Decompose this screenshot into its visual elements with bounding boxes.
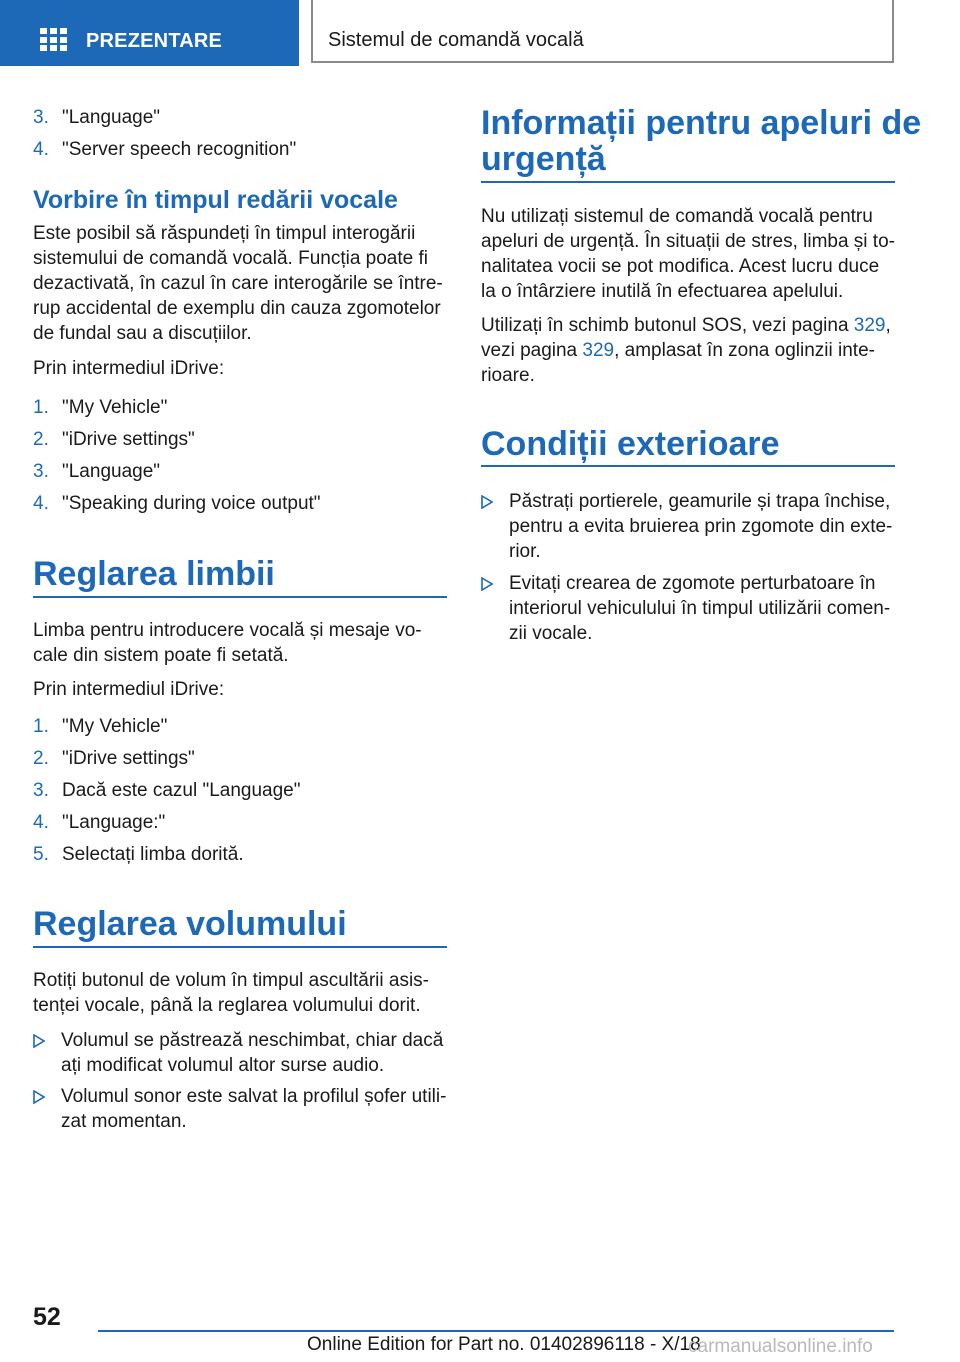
sos-paragraph <box>481 313 895 388</box>
via-idrive-text <box>33 677 447 702</box>
watermark: carmanualsonline.info <box>688 1336 873 1357</box>
volume-paragraph <box>33 968 447 1018</box>
list-number: 4. <box>33 812 49 833</box>
list-text: "Server speech recognition" <box>62 139 297 160</box>
text-line: Prin intermediul iDrive: <box>33 358 225 379</box>
list-text: "iDrive settings" <box>62 748 195 769</box>
chapter-title-box <box>311 0 894 63</box>
text-line: nalitatea vocii se pot modifica. Acest lucru duce <box>481 256 880 277</box>
text-line: Nu utilizați sistemul de comandă vocală pentru <box>481 206 873 227</box>
heading-rule <box>33 596 447 598</box>
exterior-heading: Condiții exterioare <box>481 425 780 463</box>
text-run: , <box>885 315 891 336</box>
list-text: "My Vehicle" <box>62 397 168 418</box>
text-line: cale din sistem poate fi setată. <box>33 645 289 666</box>
text-line: zat momentan. <box>61 1111 187 1132</box>
list-number: 3. <box>33 461 49 482</box>
section-tab-label: PREZENTARE <box>86 30 223 52</box>
list-number: 3. <box>33 780 49 801</box>
text-line: apeluri de urgență. În situații de stres, limba și to‐ <box>481 231 895 252</box>
text-run: vezi pagina <box>481 340 583 361</box>
edition-text: Online Edition for Part no. 01402896118 - X/18 <box>307 1334 701 1355</box>
footer-rule <box>98 1330 894 1332</box>
text-run: Utilizați în schimb butonul SOS, vezi pagina <box>481 315 854 336</box>
triangle-bullet-icon <box>33 1034 45 1048</box>
emergency-paragraph <box>481 204 895 304</box>
text-line: de fundal sau a discuțiilor. <box>33 323 252 344</box>
list-number: 3. <box>33 107 49 128</box>
speaking-paragraph <box>33 221 447 346</box>
list-number: 2. <box>33 429 49 450</box>
list-text: "Language:" <box>62 812 166 833</box>
language-paragraph <box>33 618 447 668</box>
list-number: 5. <box>33 844 49 865</box>
text-run: , amplasat în zona oglinzii inte‐ <box>614 340 875 361</box>
text-line: rior. <box>509 541 541 562</box>
volume-heading: Reglarea volumului <box>33 905 347 943</box>
section-tab[interactable] <box>0 0 299 66</box>
chapter-title: Sistemul de comandă vocală <box>328 29 584 51</box>
text-line: interiorul vehiculului în timpul utilizării comen‐ <box>509 598 891 619</box>
list-number: 4. <box>33 493 49 514</box>
text-line: Volumul sonor este salvat la profilul șofer utili‐ <box>61 1086 447 1107</box>
text-line: Prin intermediul iDrive: <box>33 679 225 700</box>
text-line: rioare. <box>481 365 535 386</box>
page-link[interactable]: 329 <box>582 340 615 361</box>
heading-rule <box>481 181 895 183</box>
list-text: "Language" <box>62 107 161 128</box>
list-text: Selectați limba dorită. <box>62 844 244 865</box>
text-line: Volumul se păstrează neschimbat, chiar dacă <box>61 1030 444 1051</box>
text-line: sistemului de comandă vocală. Funcția poate fi <box>33 248 428 269</box>
list-text: "Language" <box>62 461 161 482</box>
list-text: Dacă este cazul "Language" <box>62 780 301 801</box>
list-number: 1. <box>33 397 49 418</box>
text-line: Evitați crearea de zgomote perturbatoare în <box>509 573 876 594</box>
triangle-bullet-icon <box>481 577 493 591</box>
list-text: "My Vehicle" <box>62 716 168 737</box>
text-line: tenței vocale, până la reglarea volumului dorit. <box>33 995 421 1016</box>
text-line: pentru a evita bruierea prin zgomote din exte‐ <box>509 516 893 537</box>
grid-menu-icon <box>40 28 67 51</box>
text-line: Rotiți butonul de volum în timpul ascultării asis‐ <box>33 970 430 991</box>
heading-rule <box>481 465 895 467</box>
list-number: 1. <box>33 716 49 737</box>
page-link[interactable]: 329 <box>853 315 886 336</box>
text-line: Păstrați portierele, geamurile și trapa închise, <box>509 491 891 512</box>
text-line: Este posibil să răspundeți în timpul interogării <box>33 223 416 244</box>
text-line: ați modificat volumul altor surse audio. <box>61 1055 385 1076</box>
list-number: 2. <box>33 748 49 769</box>
list-text: "iDrive settings" <box>62 429 195 450</box>
text-line: rup accidental de exemplu din cauza zgomotelor <box>33 298 441 319</box>
language-heading: Reglarea limbii <box>33 555 275 593</box>
page-header <box>0 0 960 66</box>
list-text: "Speaking during voice output" <box>62 493 321 514</box>
speaking-heading: Vorbire în timpul redării vocale <box>33 186 398 214</box>
list-number: 4. <box>33 139 49 160</box>
via-idrive-text <box>33 356 447 381</box>
text-line: dezactivată, în cazul în care interogările se între‐ <box>33 273 443 294</box>
triangle-bullet-icon <box>33 1090 45 1104</box>
text-line <box>481 338 895 363</box>
text-line <box>481 313 895 338</box>
page-number: 52 <box>33 1303 61 1331</box>
text-line: la o întârziere inutilă în efectuarea apelului. <box>481 281 844 302</box>
text-line: zii vocale. <box>509 623 593 644</box>
triangle-bullet-icon <box>481 495 493 509</box>
emergency-heading-line-2: urgență <box>481 140 606 178</box>
heading-rule <box>33 946 447 948</box>
text-line: Limba pentru introducere vocală și mesaje vo‐ <box>33 620 422 641</box>
emergency-heading-line-1: Informații pentru apeluri de <box>481 104 922 142</box>
